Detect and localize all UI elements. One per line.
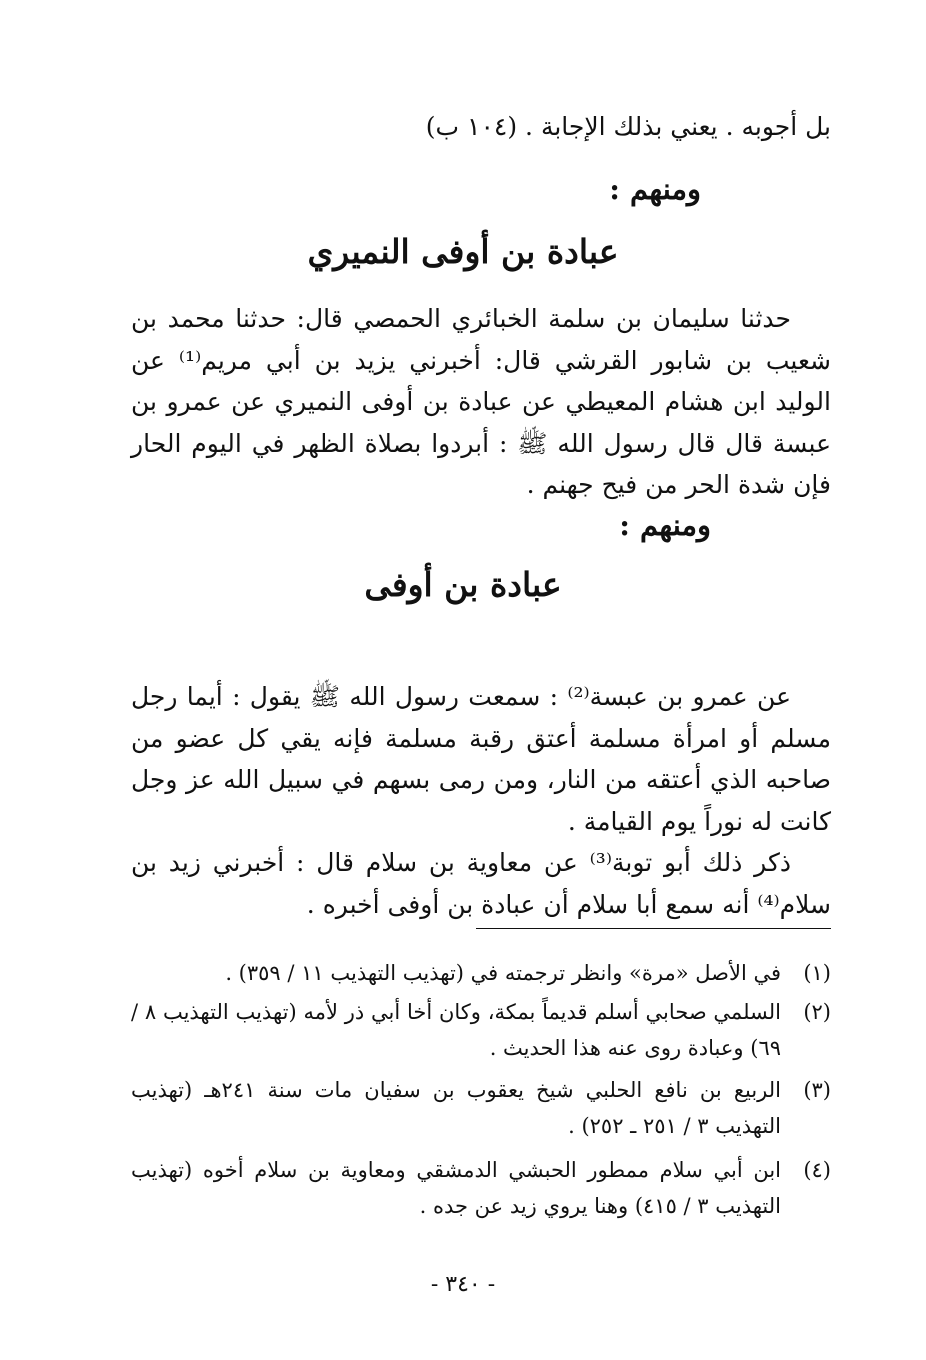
- footnote-number: (١): [803, 961, 831, 985]
- subheading-2: ومنهم :: [619, 508, 711, 542]
- section-heading-2: عبادة بن أوفى: [364, 565, 562, 604]
- paragraph-2-text: عن عمرو بن عبسة⁽²⁾ : سمعت رسول الله ﷺ يقول : أيما رجل مسلم أو امرأة مسلمة أعتق رقبة مسلمة فإنه يقي كل عضو من صاحبه الذي أعتقه من النار، ومن رمى بسهم في سبيل الله عز وجل كانت له نوراً يوم القيامة .: [131, 682, 831, 836]
- page-number: - ٣٤٠ -: [430, 1272, 496, 1297]
- footnote-text: السلمي صحابي أسلم قديماً بمكة، وكان أخا أبي ذر لأمه (تهذيب التهذيب ٨ / ٦٩) وعبادة روى عنه هذا الحديث .: [131, 1000, 781, 1060]
- footnote-text: ابن أبي سلام ممطور الحبشي الدمشقي ومعاوية بن سلام أخوه (تهذيب التهذيب ٣ / ٤١٥) وهنا يروي زيد عن جده .: [131, 1158, 781, 1218]
- footnote-number: (٣): [803, 1078, 831, 1102]
- opening-line: بل أجوبه . يعني بذلك الإجابة . (١٠٤ ب): [425, 112, 831, 141]
- footnote-4: [131, 1152, 831, 1224]
- footnote-number: (٢): [803, 1000, 831, 1024]
- footnote-1: [131, 955, 831, 991]
- paragraph-1-text: حدثنا سليمان بن سلمة الخبائري الحمصي قال: حدثنا محمد بن شعيب بن شابور القرشي قال: أخبرني يزيد بن أبي مريم⁽¹⁾ عن الوليد ابن هشام المعيطي عن عبادة بن أوفى النميري عن عمرو بن عبسة قال قال رسول الله ﷺ : أبردوا بصلاة الظهر في اليوم الحار فإن شدة الحر من فيح جهنم .: [131, 304, 831, 499]
- footnote-separator: [476, 928, 831, 929]
- paragraph-3-text: ذكر ذلك أبو توبة⁽³⁾ عن معاوية بن سلام قال : أخبرني زيد بن سلام⁽⁴⁾ أنه سمع أبا سلام أن عبادة بن أوفى أخبره .: [131, 848, 831, 919]
- subheading-1: ومنهم :: [609, 172, 701, 206]
- paragraph-2: [131, 676, 831, 925]
- section-heading-1: عبادة بن أوفى النميري: [307, 232, 619, 271]
- footnote-3: [131, 1072, 831, 1144]
- paragraph-1: [131, 298, 831, 506]
- footnote-text: في الأصل «مرة» وانظر ترجمته في (تهذيب التهذيب ١١ / ٣٥٩) .: [225, 961, 781, 985]
- footnote-2: [131, 994, 831, 1066]
- footnote-number: (٤): [803, 1158, 831, 1182]
- footnote-text: الربيع بن نافع الحلبي شيخ يعقوب بن سفيان مات سنة ٢٤١هـ (تهذيب التهذيب ٣ / ٢٥١ ـ ٢٥٢) .: [131, 1078, 782, 1138]
